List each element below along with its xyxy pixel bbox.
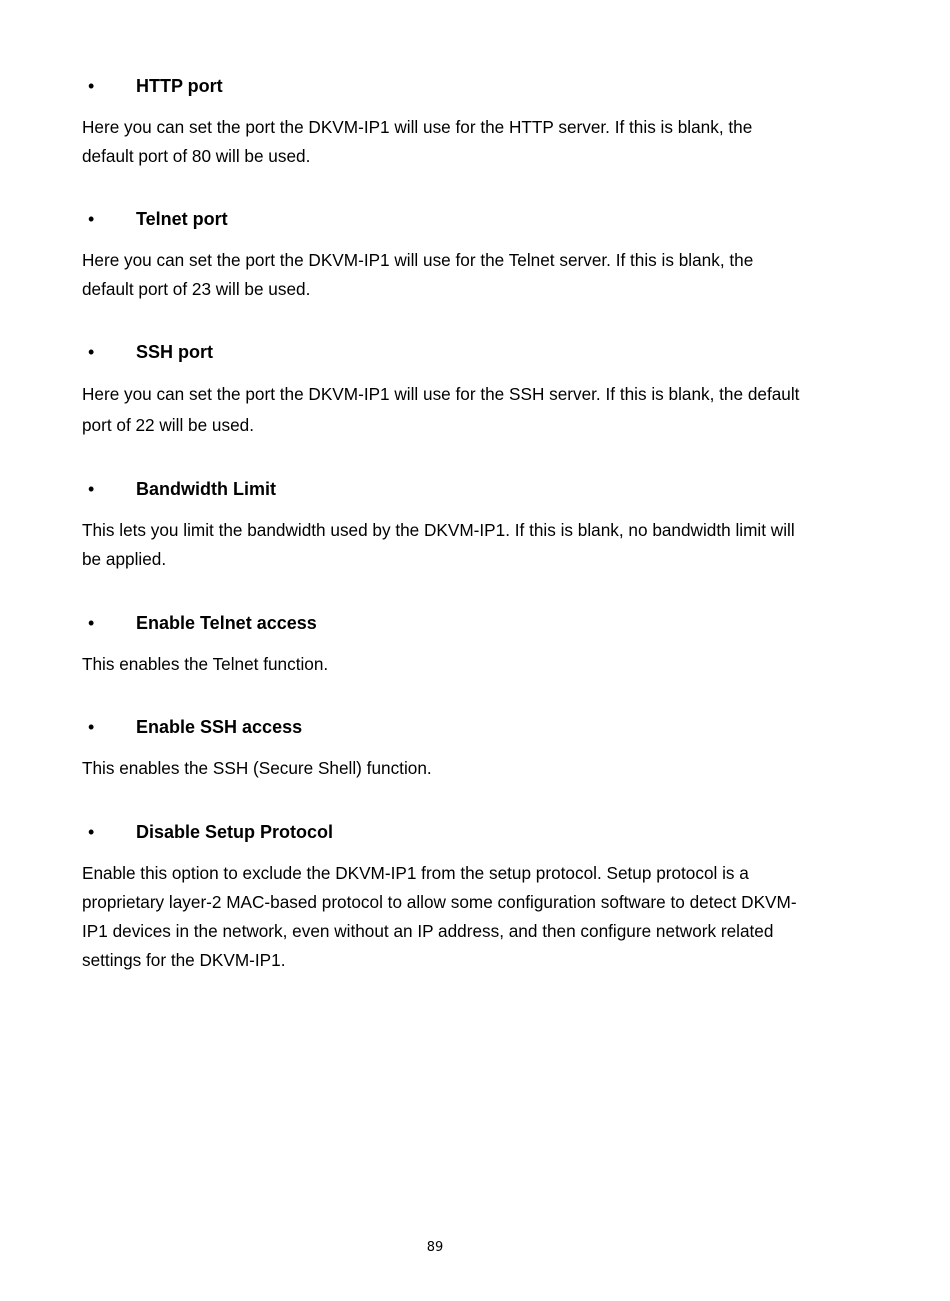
bullet-icon: • <box>88 209 95 229</box>
heading-text: Telnet port <box>136 209 228 229</box>
section-body: This lets you limit the bandwidth used by the DKVM-IP1. If this is blank, no bandwidth limit will be applied. <box>82 520 795 569</box>
heading-text: HTTP port <box>136 76 223 96</box>
section-body: Here you can set the port the DKVM-IP1 will use for the HTTP server. If this is blank, the default port of 80 will be used. <box>82 117 753 166</box>
heading-text: Enable SSH access <box>136 717 303 737</box>
section-heading <box>82 611 802 635</box>
section-heading <box>82 207 802 231</box>
section-heading <box>82 340 802 364</box>
section-heading <box>82 715 802 739</box>
bullet-icon: • <box>88 717 95 737</box>
section-body: This enables the Telnet function. <box>82 654 329 674</box>
section-disable-setup-protocol <box>82 820 802 975</box>
heading-text: Bandwidth Limit <box>136 479 276 499</box>
bullet-icon: • <box>88 342 95 362</box>
section-ssh-port <box>82 340 802 441</box>
section-body: Here you can set the port the DKVM-IP1 will use for the SSH server. If this is blank, the default port of 22 will be used. <box>82 384 800 435</box>
section-body: Enable this option to exclude the DKVM-IP1 from the setup protocol. Setup protocol is a proprietary layer-2 MAC-based protocol to allow some configuration software to detect DKVM-IP1 devices in the network, even without an IP address, and then configure network related settings for the DKVM-IP1. <box>82 863 797 970</box>
heading-text: Disable Setup Protocol <box>136 822 334 842</box>
bullet-icon: • <box>88 479 95 499</box>
heading-text: Enable Telnet access <box>136 613 317 633</box>
bullet-icon: • <box>88 613 95 633</box>
bullet-icon: • <box>88 822 95 842</box>
section-body: Here you can set the port the DKVM-IP1 will use for the Telnet server. If this is blank, the default port of 23 will be used. <box>82 250 754 299</box>
section-heading <box>82 74 802 98</box>
section-bandwidth-limit <box>82 477 802 574</box>
heading-text: SSH port <box>136 342 214 362</box>
page-number: 89 <box>426 1240 444 1255</box>
bullet-icon: • <box>88 76 95 96</box>
section-heading <box>82 477 802 501</box>
section-http-port <box>82 74 802 171</box>
section-telnet-port <box>82 207 802 304</box>
section-enable-telnet <box>82 611 802 679</box>
section-heading <box>82 820 802 844</box>
section-enable-ssh <box>82 715 802 783</box>
section-body: This enables the SSH (Secure Shell) function. <box>82 758 432 778</box>
